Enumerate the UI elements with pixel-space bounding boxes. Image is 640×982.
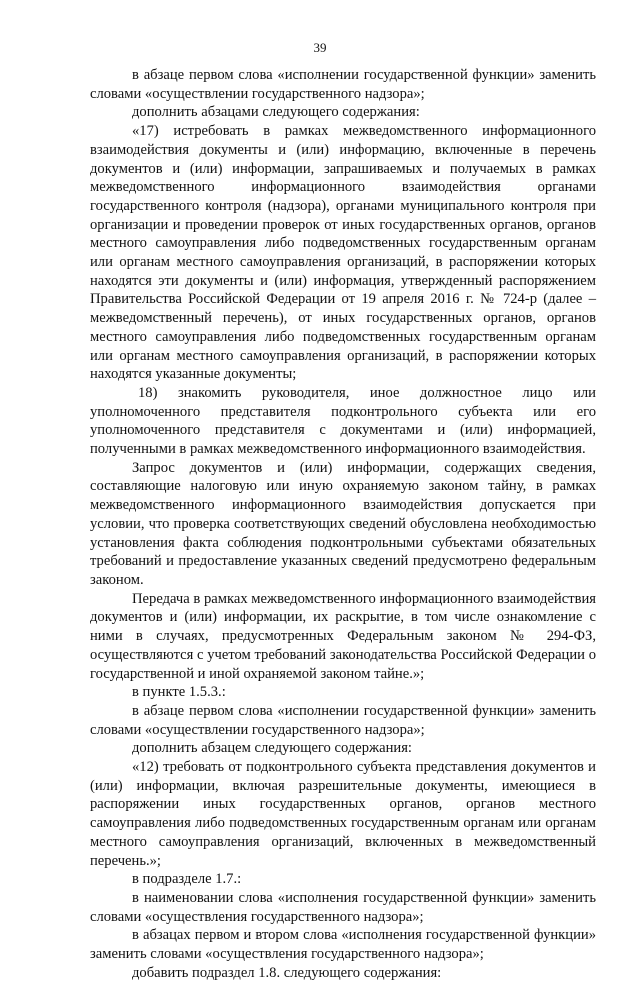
paragraph: дополнить абзацами следующего содержания: — [132, 104, 420, 121]
document-body — [90, 66, 596, 982]
paragraph: добавить подраздел 1.8. следующего содержания: — [132, 964, 442, 981]
paragraph: дополнить абзацем следующего содержания: — [132, 740, 412, 757]
paragraph: «17) истребовать в рамках межведомственного информационного взаимодействия документы и (или) информацию, включенные в перечень документов и (или) информации, запрашиваемых и получаемых в рамках межведомственного информационного взаимодействия органами государственного контроля (надзора), органами муниципального контроля при организации и проведении проверок от иных государственных органов, органов местного самоуправления либо подведомственных государственным органам или органам местного самоуправления организаций, в распоряжении которых находятся эти документы и (или) информация, утвержденный распоряжением Правительства Российской Федерации от 19 апреля 2016 г. № 724-р (далее – межведомственный перечень), от иных государственных органов, органов местного самоуправления либо подведомственных государственным органам или органам местного самоуправления организаций, в распоряжении которых находятся указанные документы; — [90, 123, 596, 383]
paragraph: в абзацах первом и втором слова «исполнения государственной функции» заменить словами «осуществления государственного надзора»; — [90, 927, 596, 963]
page-number: 39 — [313, 40, 327, 55]
paragraph: Передача в рамках межведомственного информационного взаимодействия документов и (или) информации, их раскрытие, в том числе ознакомление с ними в случаях, предусмотренных Федеральным законом № 294-ФЗ, осуществляются с учетом требований законодательства Российской Федерации о государственной и иной охраняемой законом тайне.»; — [90, 590, 596, 682]
paragraph: в подразделе 1.7.: — [132, 871, 242, 888]
paragraph: Запрос документов и (или) информации, содержащих сведения, составляющие налоговую или иную охраняемую законом тайну, в рамках межведомственного информационного взаимодействия допускается при условии, что проверка соответствующих сведений обусловлена необходимостью установления факта соблюдения подконтрольными субъектами обязательных требований и предоставление указанных сведений предусмотрено федеральным законом. — [90, 459, 596, 588]
paragraph: «12) требовать от подконтрольного субъекта представления документов и (или) информации, включая разрешительные документы, имеющиеся в распоряжении иных государственных органов, органов местного самоуправления либо подведомственных государственным органам или органам местного самоуправления организаций, включенных в межведомственный перечень.»; — [90, 759, 596, 869]
paragraph: в абзаце первом слова «исполнении государственной функции» заменить словами «осуществлении государственного надзора»; — [90, 702, 596, 738]
paragraph: 18) знакомить руководителя, иное должностное лицо или уполномоченного представителя подконтрольного субъекта или его уполномоченного представителя с документами и (или) информацией, полученными в рамках межведомственного информационного взаимодействия. — [90, 384, 596, 458]
paragraph: в абзаце первом слова «исполнении государственной функции» заменить словами «осуществлении государственного надзора»; — [90, 67, 596, 102]
paragraph: в пункте 1.5.3.: — [132, 684, 226, 701]
paragraph: в наименовании слова «исполнения государственной функции» заменить словами «осуществления государственного надзора»; — [90, 889, 596, 925]
